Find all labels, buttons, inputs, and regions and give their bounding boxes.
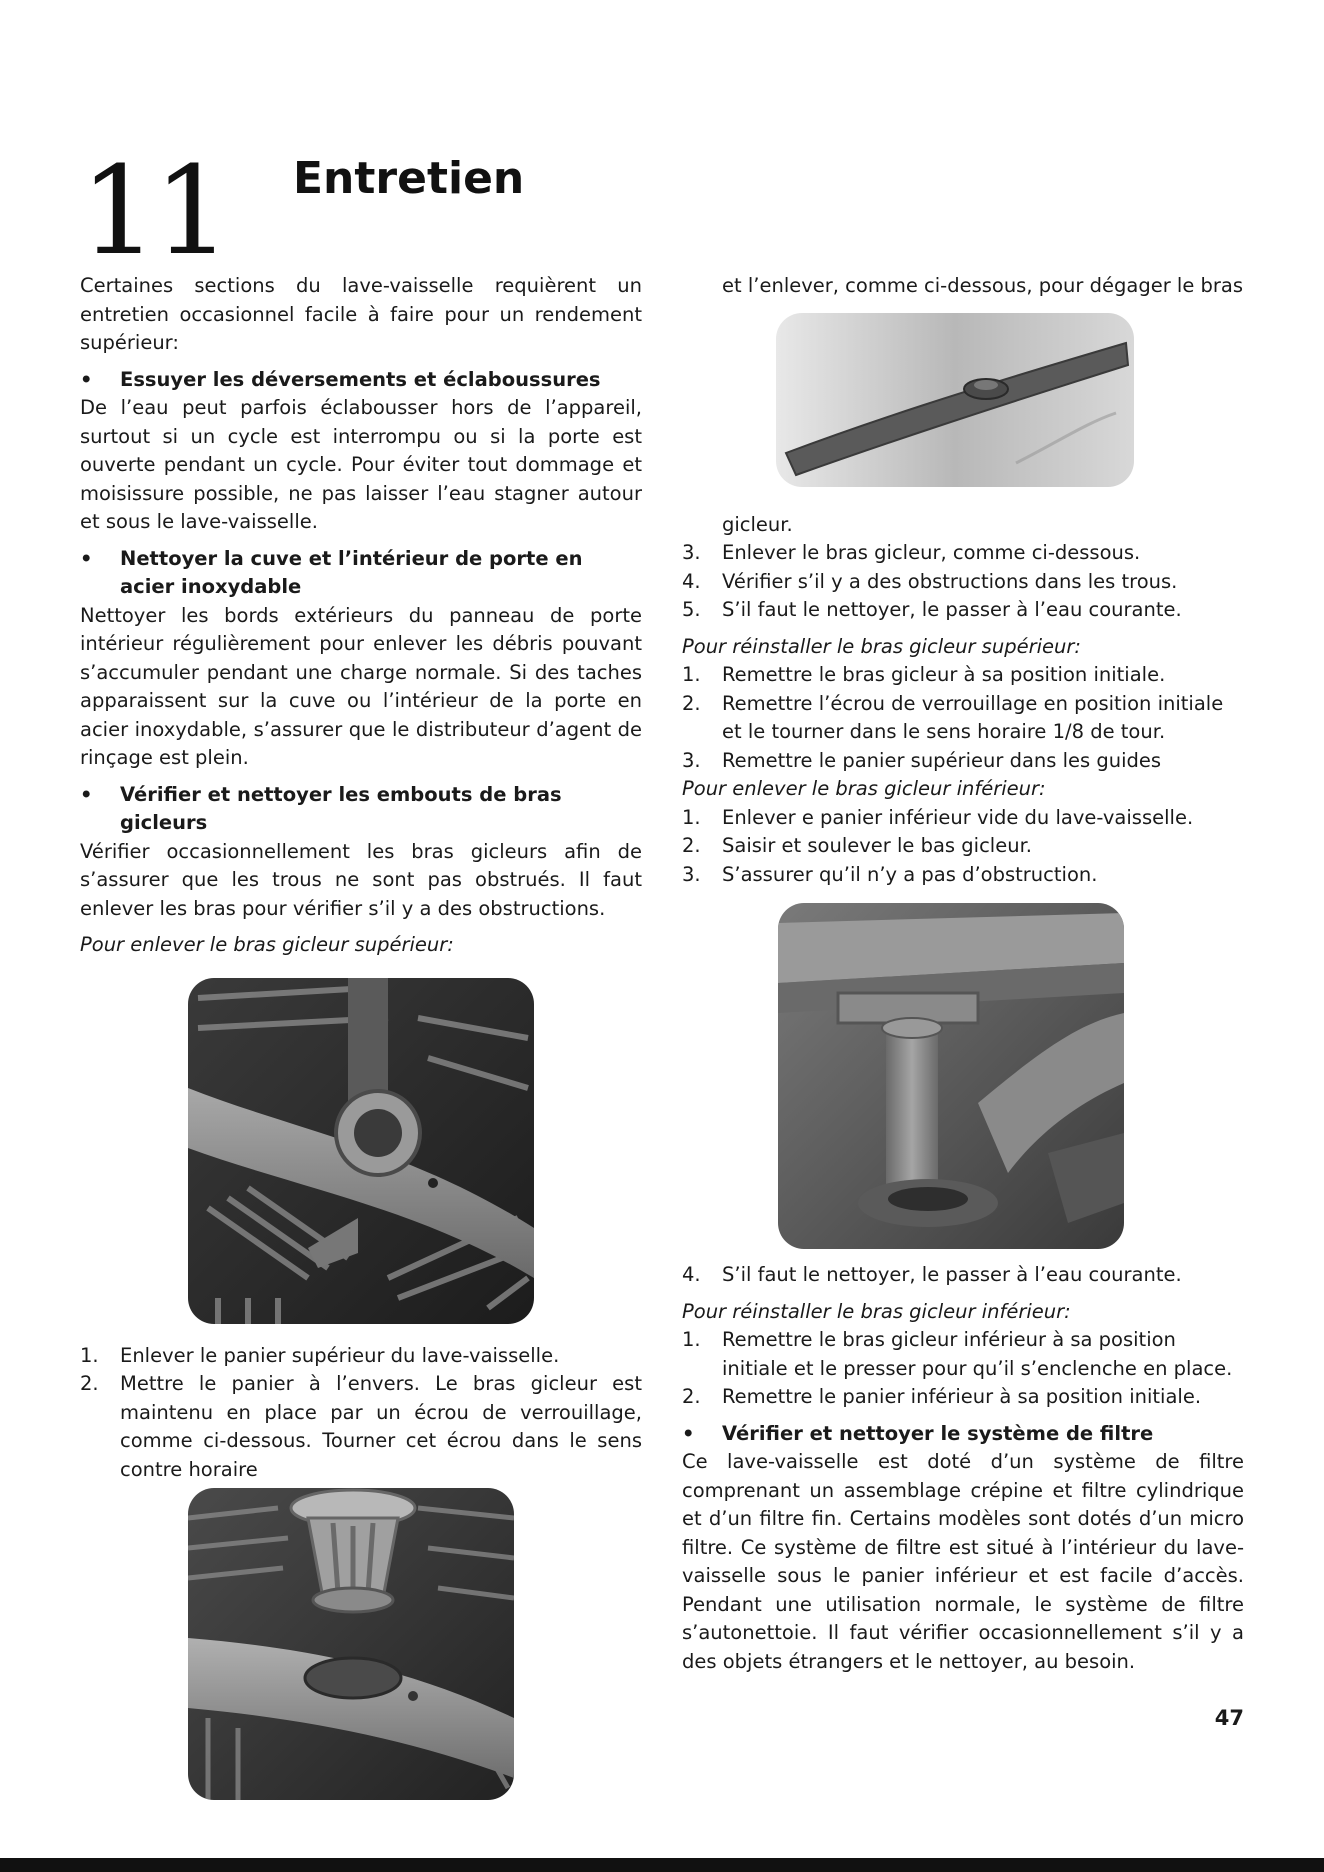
filter-paragraph: Ce lave-vaisselle est doté d’un système de filtre comprenant un assemblage crépine et filtre cylindrique et d’un filtre fin. Certains modèles sont dotés d’un micro filtre. Ce système de filtre est situé à l’intérieur du lave-vaisselle sous le panier inférieur et est facile d’accès. Pendant une utilisation normale, le système de filtre s’autonettoie. Il faut vérifier occasionnellement s’il y a des objets étrangers et le nettoyer, au besoin. xyxy=(682,1450,1244,1673)
list-item: 2. Remettre l’écrou de verrouillage en position initiale et le tourner dans le sens horaire 1/8 de tour. xyxy=(682,691,1224,743)
section-heading-filter: • Vérifier et nettoyer le système de filtre xyxy=(682,1420,1244,1449)
upper-spray-arm-drawing xyxy=(776,313,1134,487)
lock-nut-removed-image xyxy=(188,1488,514,1800)
upper-spray-arm-image xyxy=(776,313,1134,487)
lower-remove-steps xyxy=(682,804,1244,890)
stainless-paragraph: Nettoyer les bords extérieurs du panneau de porte intérieur régulièrement pour enlever les débris pouvant s’accumuler pendant une charge normale. Si des taches apparaissent sur la cuve ou l’intérieur de la porte en acier inoxydable, s’assurer que le distributeur d’agent de rinçage est plein. xyxy=(80,603,642,769)
lower-spray-arm-drawing xyxy=(778,903,1124,1249)
list-item: 4. Vérifier s’il y a des obstructions dans les trous. xyxy=(682,569,1178,593)
list-item: 1. Remettre le bras gicleur à sa position initiale. xyxy=(682,663,1166,686)
lower-reinstall-steps xyxy=(682,1326,1244,1412)
list-item: 3. S’assurer qu’il n’y a pas d’obstruction. xyxy=(682,862,1098,886)
upper-spray-arm-nut-image xyxy=(188,978,534,1324)
upper-remove-title: Pour enlever le bras gicleur supérieur: xyxy=(80,933,454,956)
upper-reinstall-title: Pour réinstaller le bras gicleur supérieur: xyxy=(682,634,1081,658)
upper-remove-steps-cont xyxy=(682,539,1244,625)
chapter-number: 11 xyxy=(80,140,228,282)
list-item: 5. S’il faut le nettoyer, le passer à l’eau courante. xyxy=(682,598,1182,621)
lower-remove-title: Pour enlever le bras gicleur inférieur: xyxy=(682,777,1046,800)
section-heading-spray-arms: • Vérifier et nettoyer les embouts de bras gicleurs xyxy=(80,781,642,838)
list-item: 1. Remettre le bras gicleur inférieur à sa position initiale et le presser pour qu’il s’enclenche en place. xyxy=(682,1328,1233,1380)
spills-paragraph: De l’eau peut parfois éclabousser hors de l’appareil, surtout si un cycle est interrompu ou si la porte est ouverte pendant un cycle. Pour éviter tout dommage et moisissure possible, ne pas laisser l’eau stagner autour et sous le lave-vaisselle. xyxy=(80,396,642,533)
section-heading-spills: • Essuyer les déversements et éclaboussures xyxy=(80,366,642,395)
list-item: 3. Remettre le panier supérieur dans les guides xyxy=(682,748,1162,772)
list-item: 1. Enlever le panier supérieur du lave-vaisselle. xyxy=(80,1343,560,1367)
continued-text-end: gicleur. xyxy=(722,512,793,536)
upper-reinstall-steps xyxy=(682,661,1244,775)
list-item: 3. Enlever le bras gicleur, comme ci-dessous. xyxy=(682,541,1141,564)
intro-paragraph: Certaines sections du lave-vaisselle requièrent un entretien occasionnel facile à faire pour un rendement supérieur: xyxy=(80,274,642,354)
lower-reinstall-title: Pour réinstaller le bras gicleur inférieur: xyxy=(682,1299,1071,1323)
list-item: 2. Mettre le panier à l’envers. Le bras gicleur est maintenu en place par un écrou de verrouillage, comme ci-dessous. Tourner cet écrou dans le sens contre horaire xyxy=(80,1372,642,1481)
lock-nut-removed-drawing xyxy=(188,1488,514,1800)
lower-spray-arm-image xyxy=(778,903,1124,1249)
list-item: 4. S’il faut le nettoyer, le passer à l’eau courante. xyxy=(682,1263,1182,1286)
right-column xyxy=(682,272,1244,1676)
page-number: 47 xyxy=(1214,1706,1244,1730)
list-item: 1. Enlever e panier inférieur vide du lave-vaisselle. xyxy=(682,805,1194,829)
left-column xyxy=(80,272,642,1800)
list-item: 2. Saisir et soulever le bas gicleur. xyxy=(682,834,1033,857)
upper-spray-arm-nut-drawing xyxy=(188,978,534,1324)
list-item: 2. Remettre le panier inférieur à sa position initiale. xyxy=(682,1385,1202,1408)
upper-remove-steps xyxy=(80,1342,642,1485)
section-heading-stainless: • Nettoyer la cuve et l’intérieur de porte en acier inoxydable xyxy=(80,545,642,602)
chapter-title: Entretien xyxy=(293,153,525,204)
continued-text: et l’enlever, comme ci-dessous, pour dégager le bras xyxy=(722,274,1244,297)
spray-arms-paragraph: Vérifier occasionnellement les bras gicleurs afin de s’assurer que les trous ne sont pas obstrués. Il faut enlever les bras pour vérifier s’il y a des obstructions. xyxy=(80,839,642,920)
lower-clean-step xyxy=(682,1261,1244,1290)
bottom-rule xyxy=(0,1858,1324,1872)
